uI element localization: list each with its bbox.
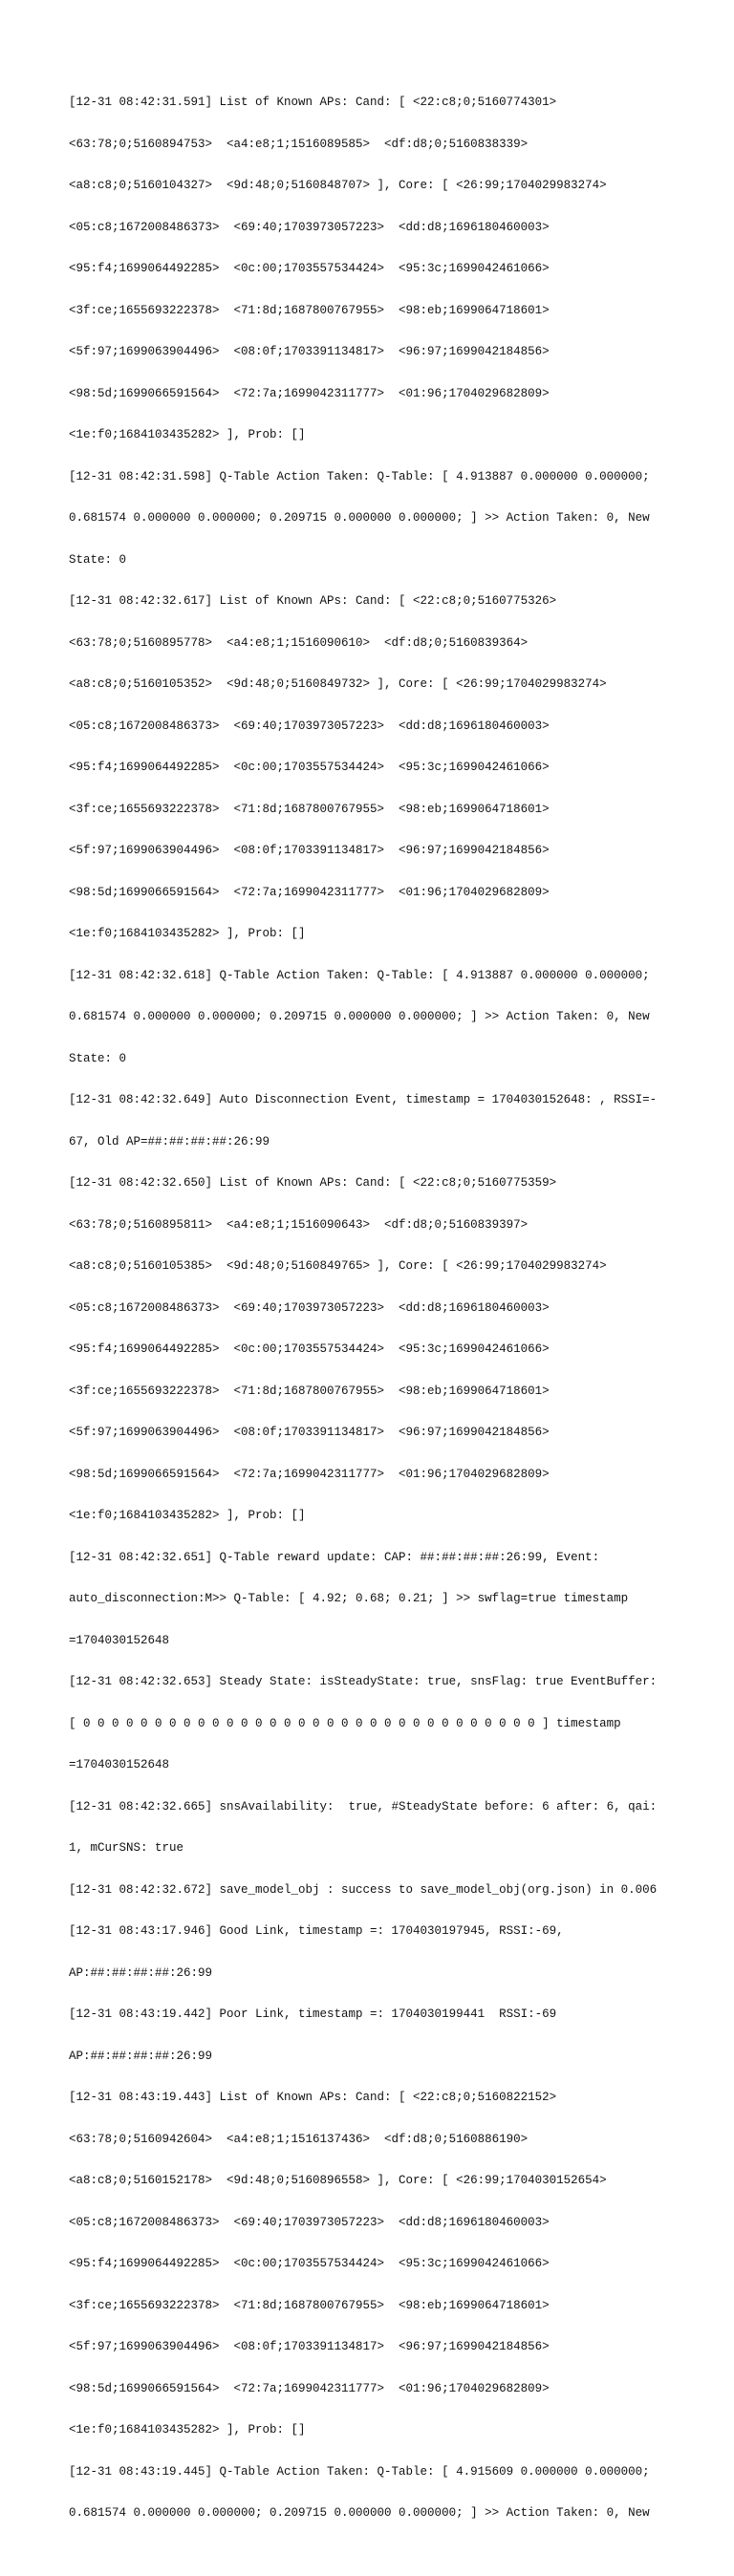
log-line: 0.681574 0.000000 0.000000; 0.209715 0.000000 0.000000; ] >> Action Taken: 0, New xyxy=(69,511,650,525)
log-line: <a8:c8;0;5160152178> <9d:48;0;5160896558> ], Core: [ <26:99;1704030152654> xyxy=(69,2174,607,2187)
log-line: [12-31 08:43:19.442] Poor Link, timestamp =: 1704030199441 RSSI:-69 xyxy=(69,2007,557,2021)
log-line: <3f:ce;1655693222378> <71:8d;1687800767955> <98:eb;1699064718601> xyxy=(69,2298,550,2312)
log-line: auto_disconnection:M>> Q-Table: [ 4.92; 0.68; 0.21; ] >> swflag=true timestamp xyxy=(69,1592,629,1605)
log-line: [12-31 08:42:32.665] snsAvailability: true, #SteadyState before: 6 after: 6, qai: xyxy=(69,1799,658,1814)
log-line: [12-31 08:42:31.598] Q-Table Action Taken: Q-Table: [ 4.913887 0.000000 0.000000; xyxy=(69,469,650,483)
log-text-block xyxy=(69,68,661,2576)
log-line: =1704030152648 xyxy=(69,1758,170,1771)
log-line: [12-31 08:42:32.672] save_model_obj : success to save_model_obj(org.json) in 0.006 xyxy=(69,1882,658,1897)
log-line: <05:c8;1672008486373> <69:40;1703973057223> <dd:d8;1696180460003> xyxy=(69,719,550,733)
log-line: [12-31 08:43:19.445] Q-Table Action Taken: Q-Table: [ 4.915609 0.000000 0.000000; xyxy=(69,2464,650,2479)
log-line: <1e:f0;1684103435282> ], Prob: [] xyxy=(69,428,306,441)
log-line: <63:78;0;5160895778> <a4:e8;1;1516090610> <df:d8;0;5160839364> xyxy=(69,635,529,650)
log-line: 0.681574 0.000000 0.000000; 0.209715 0.000000 0.000000; ] >> Action Taken: 0, New xyxy=(69,2506,650,2520)
log-line: <05:c8;1672008486373> <69:40;1703973057223> <dd:d8;1696180460003> xyxy=(69,1300,550,1315)
log-line: <98:5d;1699066591564> <72:7a;1699042311777> <01:96;1704029682809> xyxy=(69,1467,550,1481)
log-line: <98:5d;1699066591564> <72:7a;1699042311777> <01:96;1704029682809> xyxy=(69,885,550,899)
log-line: <3f:ce;1655693222378> <71:8d;1687800767955> <98:eb;1699064718601> xyxy=(69,1384,550,1398)
log-line: [12-31 08:42:32.651] Q-Table reward update: CAP: ##:##:##:##:26:99, Event: xyxy=(69,1550,600,1564)
log-line: <a8:c8;0;5160105352> <9d:48;0;5160849732> ], Core: [ <26:99;1704029983274> xyxy=(69,677,607,691)
log-line: [12-31 08:43:19.443] List of Known APs: Cand: [ <22:c8;0;5160822152> xyxy=(69,2091,557,2104)
log-line: 0.681574 0.000000 0.000000; 0.209715 0.000000 0.000000; ] >> Action Taken: 0, New xyxy=(69,1010,650,1023)
log-line: <63:78;0;5160895811> <a4:e8;1;1516090643> <df:d8;0;5160839397> xyxy=(69,1217,529,1232)
log-line: <a8:c8;0;5160104327> <9d:48;0;5160848707> ], Core: [ <26:99;1704029983274> xyxy=(69,179,607,192)
log-line: <1e:f0;1684103435282> ], Prob: [] xyxy=(69,1509,306,1522)
log-line: 67, Old AP=##:##:##:##:26:99 xyxy=(69,1134,270,1148)
log-line: <95:f4;1699064492285> <0c:00;1703557534424> <95:3c;1699042461066> xyxy=(69,1342,550,1356)
log-line: <63:78;0;5160894753> <a4:e8;1;1516089585> <df:d8;0;5160838339> xyxy=(69,137,529,151)
log-line: <98:5d;1699066591564> <72:7a;1699042311777> <01:96;1704029682809> xyxy=(69,386,550,400)
log-line: 1, mCurSNS: true xyxy=(69,1841,184,1855)
log-line: <3f:ce;1655693222378> <71:8d;1687800767955> <98:eb;1699064718601> xyxy=(69,303,550,317)
log-line: <5f:97;1699063904496> <08:0f;1703391134817> <96:97;1699042184856> xyxy=(69,2340,550,2353)
log-line: [12-31 08:42:32.618] Q-Table Action Taken: Q-Table: [ 4.913887 0.000000 0.000000; xyxy=(69,968,650,982)
log-line: <05:c8;1672008486373> <69:40;1703973057223> <dd:d8;1696180460003> xyxy=(69,2215,550,2229)
log-line: [ 0 0 0 0 0 0 0 0 0 0 0 0 0 0 0 0 0 0 0 0 0 0 0 0 0 0 0 0 0 0 0 0 ] timestamp xyxy=(69,1716,621,1730)
log-line: <05:c8;1672008486373> <69:40;1703973057223> <dd:d8;1696180460003> xyxy=(69,220,550,234)
log-line xyxy=(69,2548,661,2563)
log-line: <1e:f0;1684103435282> ], Prob: [] xyxy=(69,2423,306,2436)
log-line: <5f:97;1699063904496> <08:0f;1703391134817> <96:97;1699042184856> xyxy=(69,1426,550,1439)
log-line: <95:f4;1699064492285> <0c:00;1703557534424> <95:3c;1699042461066> xyxy=(69,2257,550,2270)
log-line: <3f:ce;1655693222378> <71:8d;1687800767955> <98:eb;1699064718601> xyxy=(69,802,550,816)
log-line: <98:5d;1699066591564> <72:7a;1699042311777> <01:96;1704029682809> xyxy=(69,2381,550,2395)
log-line: [12-31 08:43:17.946] Good Link, timestamp =: 1704030197945, RSSI:-69, xyxy=(69,1924,564,1938)
log-line: AP:##:##:##:##:26:99 xyxy=(69,2049,213,2063)
log-line: <63:78;0;5160942604> <a4:e8;1;1516137436> <df:d8;0;5160886190> xyxy=(69,2132,529,2146)
log-line: AP:##:##:##:##:26:99 xyxy=(69,1965,213,1980)
log-line: <95:f4;1699064492285> <0c:00;1703557534424> <95:3c;1699042461066> xyxy=(69,761,550,774)
log-line: State: 0 xyxy=(69,1051,127,1065)
log-line: [12-31 08:42:32.617] List of Known APs: Cand: [ <22:c8;0;5160775326> xyxy=(69,594,557,608)
log-line: [12-31 08:42:32.650] List of Known APs: Cand: [ <22:c8;0;5160775359> xyxy=(69,1176,557,1190)
log-line: <1e:f0;1684103435282> ], Prob: [] xyxy=(69,927,306,940)
log-line: [12-31 08:42:32.653] Steady State: isSteadyState: true, snsFlag: true EventBuffer: xyxy=(69,1675,658,1688)
log-line: <95:f4;1699064492285> <0c:00;1703557534424> <95:3c;1699042461066> xyxy=(69,262,550,275)
log-line: State: 0 xyxy=(69,552,127,567)
log-line: <5f:97;1699063904496> <08:0f;1703391134817> <96:97;1699042184856> xyxy=(69,345,550,358)
log-line: [12-31 08:42:31.591] List of Known APs: Cand: [ <22:c8;0;5160774301> xyxy=(69,96,557,109)
log-line: <5f:97;1699063904496> <08:0f;1703391134817> <96:97;1699042184856> xyxy=(69,844,550,857)
log-line: <a8:c8;0;5160105385> <9d:48;0;5160849765> ], Core: [ <26:99;1704029983274> xyxy=(69,1259,607,1273)
log-line: [12-31 08:42:32.649] Auto Disconnection Event, timestamp = 1704030152648: , RSSI=- xyxy=(69,1093,658,1106)
log-line: =1704030152648 xyxy=(69,1633,170,1647)
